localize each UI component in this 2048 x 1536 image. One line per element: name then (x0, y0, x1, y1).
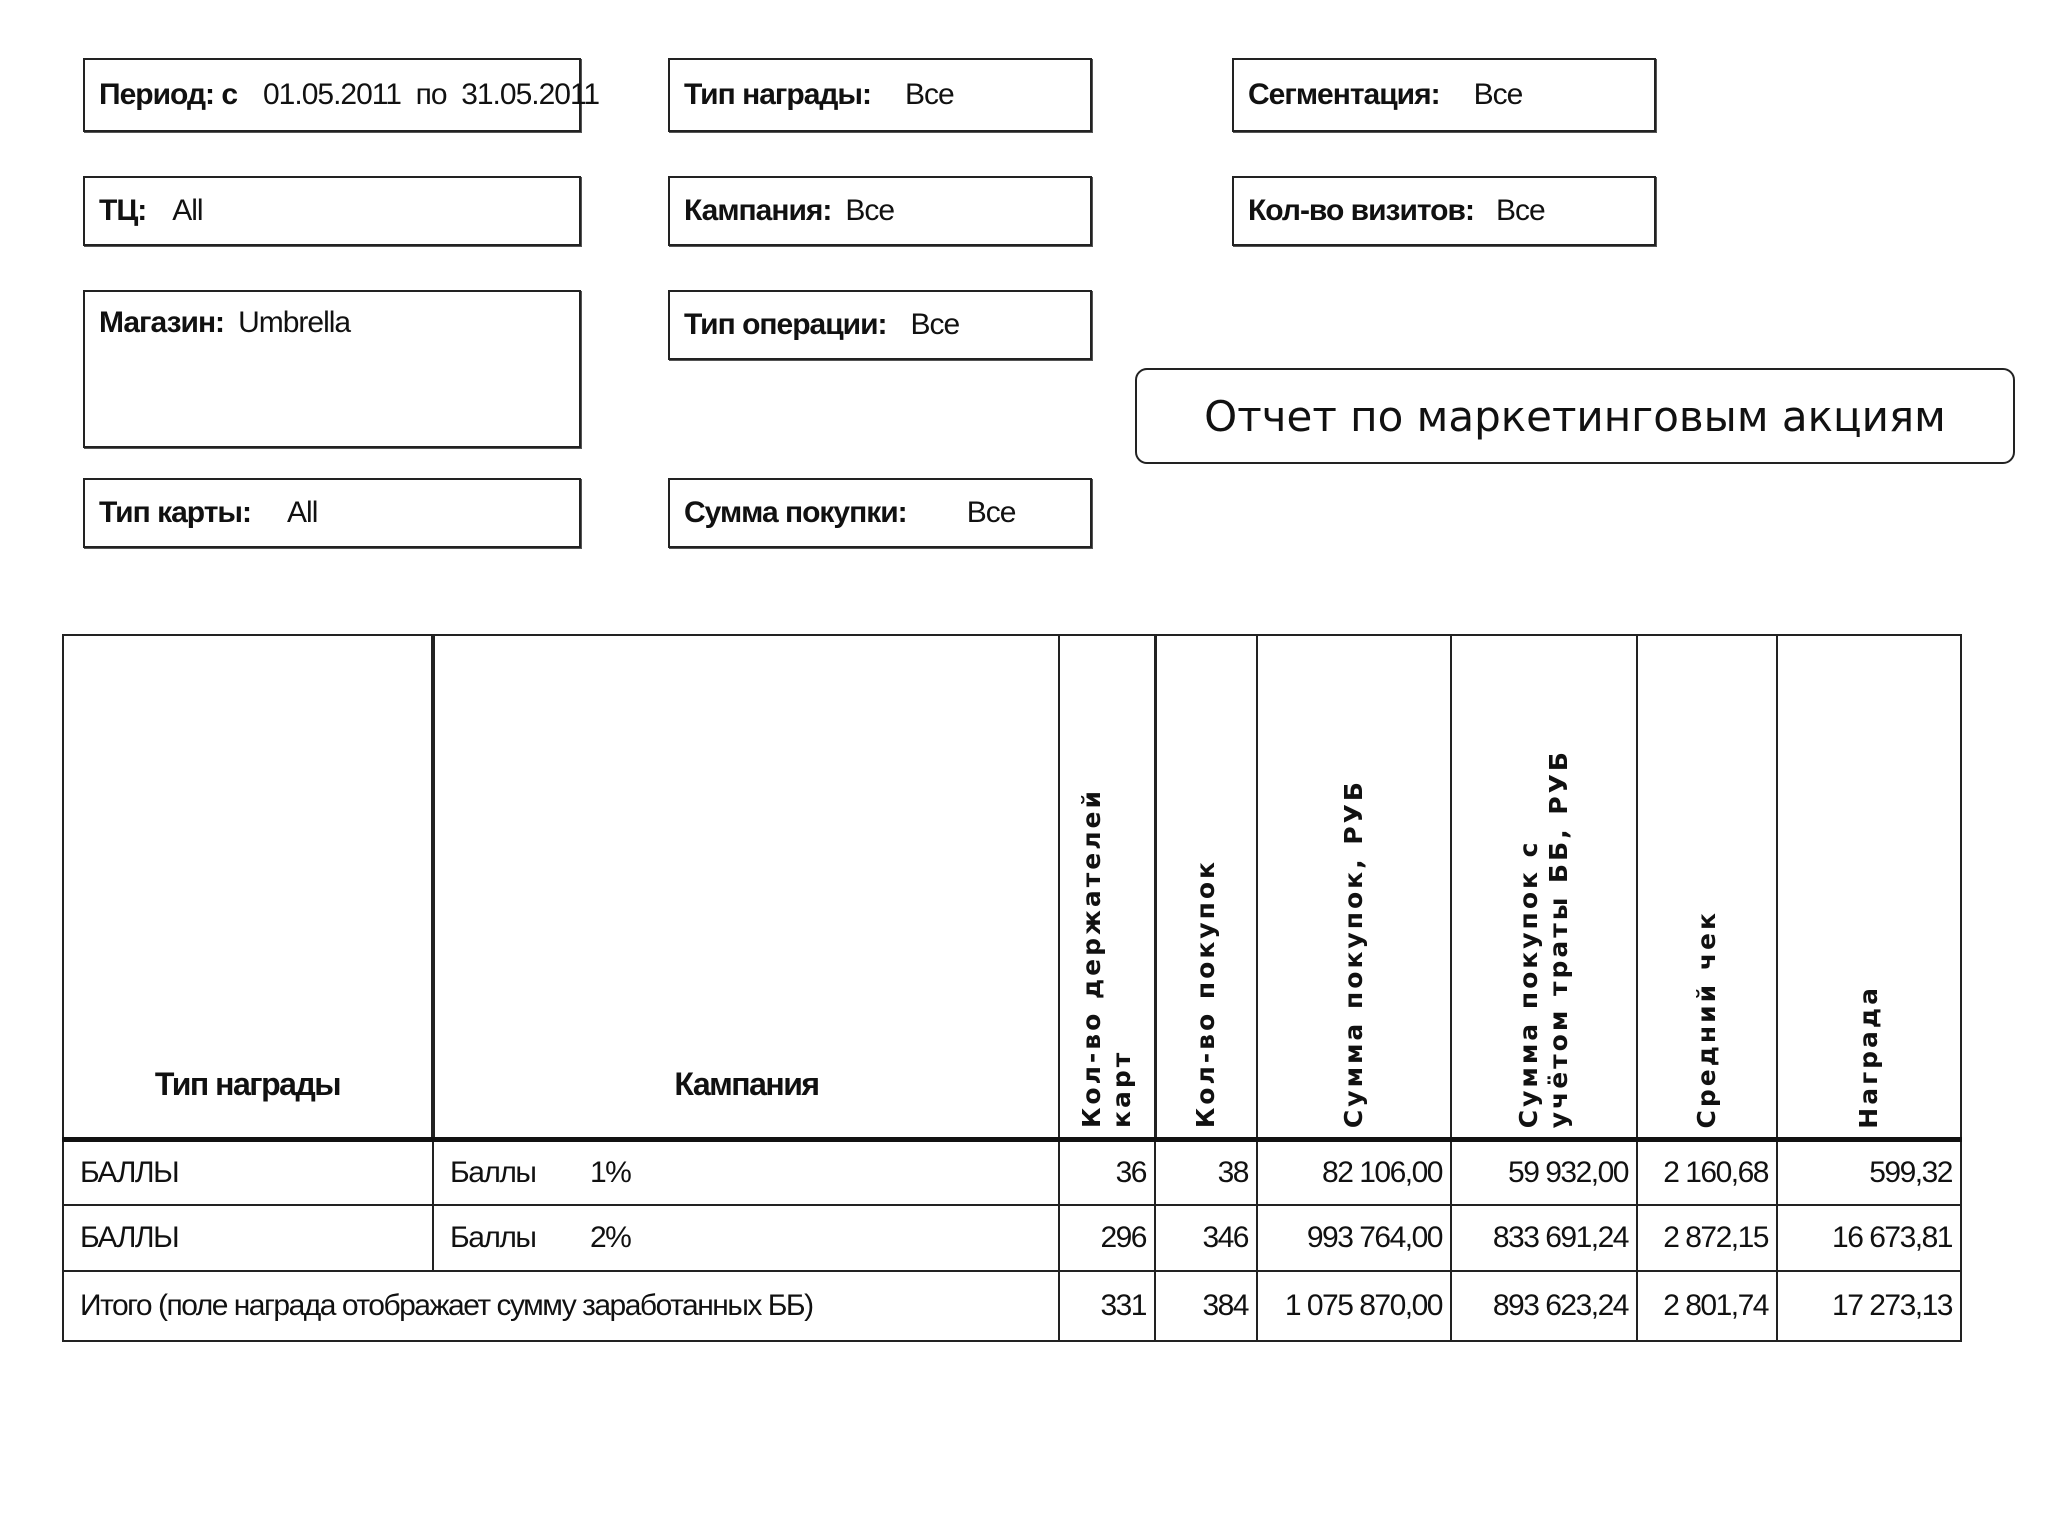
total-card-holders: 331 (1059, 1271, 1155, 1341)
filter-reward-type-label: Тип награды: (684, 78, 872, 111)
cell-campaign-name: Баллы (450, 1155, 536, 1189)
filter-purchase-sum (668, 478, 1092, 548)
filter-period-value: 01.05.2011 по 31.05.2011 (263, 78, 600, 111)
table-row (63, 1139, 1961, 1205)
filter-card-type-label: Тип карты: (99, 496, 252, 529)
filter-period-label: Период: с (99, 78, 237, 111)
total-purchase-sum: 1 075 870,00 (1257, 1271, 1451, 1341)
filter-campaign-label: Кампания: (684, 194, 832, 227)
cell-reward: 16 673,81 (1777, 1205, 1961, 1271)
cell-campaign-name: Баллы (450, 1221, 536, 1254)
col-header-purchases (1155, 635, 1257, 1139)
filter-operation-type-label: Тип операции: (684, 308, 887, 341)
cell-purchases: 346 (1155, 1205, 1257, 1271)
filter-purchase-sum-label: Сумма покупки: (684, 496, 907, 529)
filter-store-value: Umbrella (238, 306, 351, 339)
col-header-purchase-sum (1257, 635, 1451, 1139)
filter-card-type-value: All (287, 496, 318, 529)
cell-avg-check: 2 872,15 (1637, 1205, 1777, 1271)
col-header-avg-check (1637, 635, 1777, 1139)
filter-mall-label: ТЦ: (99, 194, 147, 227)
total-purchases: 384 (1155, 1271, 1257, 1341)
filter-reward-type (668, 58, 1092, 132)
col-header-sum-with-bonus (1451, 635, 1637, 1139)
filter-campaign (668, 176, 1092, 246)
filter-purchase-sum-value: Все (966, 496, 1016, 529)
cell-purchases: 38 (1155, 1139, 1257, 1205)
col-header-reward-type: Тип награды (63, 635, 433, 1139)
cell-sum-with-bonus: 59 932,00 (1451, 1139, 1637, 1205)
table-header-row (63, 635, 1961, 1139)
cell-card-holders: 296 (1059, 1205, 1155, 1271)
cell-purchase-sum: 993 764,00 (1257, 1205, 1451, 1271)
filter-campaign-value: Все (845, 194, 895, 227)
cell-reward: 599,32 (1777, 1139, 1961, 1205)
col-header-card-holders-text: Кол-во держателей карт (1076, 788, 1136, 1129)
col-header-reward (1777, 635, 1961, 1139)
total-avg-check: 2 801,74 (1637, 1271, 1777, 1341)
filter-segmentation-label: Сегментация: (1248, 78, 1440, 111)
table-row (63, 1205, 1961, 1271)
filter-operation-type (668, 290, 1092, 360)
cell-card-holders: 36 (1059, 1139, 1155, 1205)
filter-mall-value: All (172, 194, 203, 227)
total-sum-with-bonus: 893 623,24 (1451, 1271, 1637, 1341)
col-header-purchases-text: Кол-во покупок (1191, 859, 1221, 1129)
col-header-sum-with-bonus-text: Сумма покупок с учётом траты ББ, РУБ (1514, 749, 1573, 1129)
total-reward: 17 273,13 (1777, 1271, 1961, 1341)
cell-avg-check: 2 160,68 (1637, 1139, 1777, 1205)
col-header-purchase-sum-text: Сумма покупок, РУБ (1339, 779, 1368, 1129)
filter-operation-type-value: Все (910, 308, 960, 341)
total-label: Итого (поле награда отображает сумму заработанных ББ) (63, 1271, 1059, 1341)
col-header-card-holders (1059, 635, 1155, 1139)
report-table (62, 634, 1960, 1356)
cell-purchase-sum: 82 106,00 (1257, 1139, 1451, 1205)
col-header-avg-check-text: Средний чек (1692, 910, 1721, 1129)
cell-reward-type: БАЛЛЫ (63, 1205, 433, 1271)
filter-store (83, 290, 581, 448)
filter-segmentation-value: Все (1473, 78, 1523, 111)
cell-campaign (433, 1205, 1059, 1271)
cell-campaign (433, 1139, 1059, 1205)
filter-visits-label: Кол-во визитов: (1248, 194, 1474, 227)
filter-reward-type-value: Все (905, 78, 954, 111)
filter-visits (1232, 176, 1656, 246)
report-title: Отчет по маркетинговым акциям (1135, 368, 2015, 464)
cell-reward-type: БАЛЛЫ (63, 1139, 433, 1205)
filter-mall (83, 176, 581, 246)
filter-card-type (83, 478, 581, 548)
filter-visits-value: Все (1495, 194, 1545, 227)
cell-campaign-pct: 2% (590, 1221, 631, 1254)
filter-store-label: Магазин: (99, 306, 225, 339)
col-header-campaign: Кампания (433, 635, 1059, 1139)
table-total-row (63, 1271, 1961, 1341)
cell-sum-with-bonus: 833 691,24 (1451, 1205, 1637, 1271)
col-header-reward-text: Награда (1854, 984, 1883, 1129)
cell-campaign-pct: 1% (590, 1155, 631, 1189)
filter-period (83, 58, 600, 132)
filter-segmentation (1232, 58, 1656, 132)
